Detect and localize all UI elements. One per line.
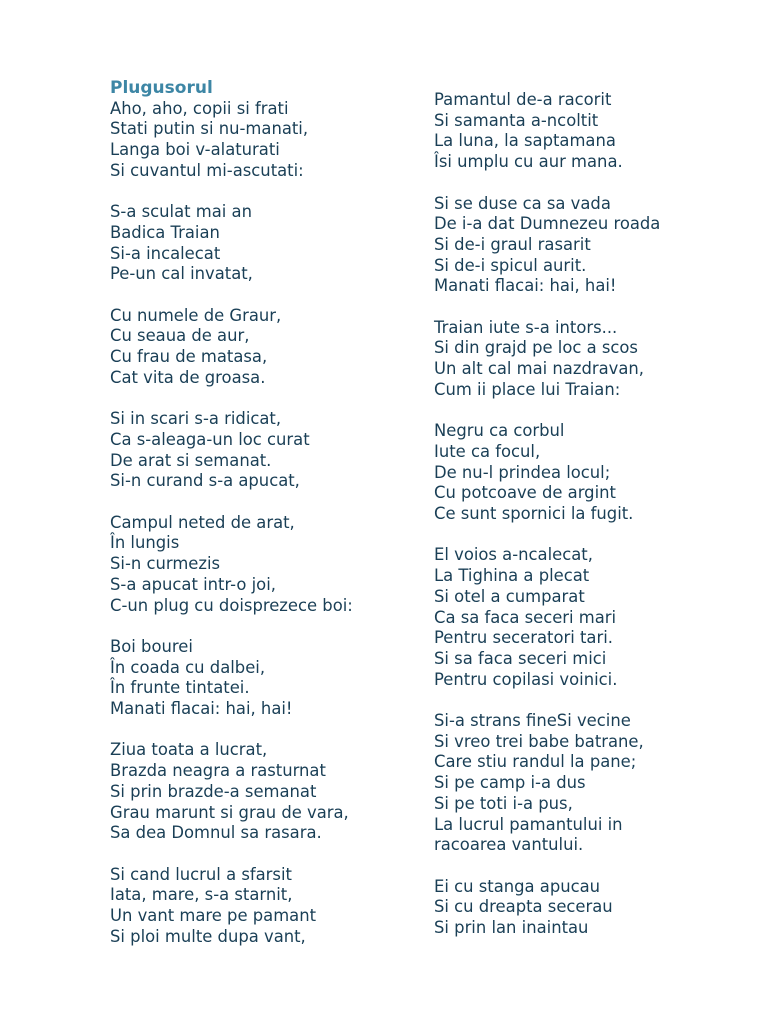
left-stanza [110,99,430,182]
poem-line: Cu numele de Graur, [110,305,282,325]
poem-line: La Tighina a plecat [434,566,590,586]
poem-line: Si-n curand s-a apucat, [110,471,300,491]
poem-line: Pamantul de-a racorit [434,90,612,109]
poem-line: Un vant mare pe pamant [110,906,317,926]
poem-line: C-un plug cu doisprezece boi: [110,595,353,615]
poem-line: S-a apucat intr-o joi, [110,574,276,594]
poem-line: Iata, mare, s-a starnit, [110,885,293,905]
poem-line: Pentru copilasi voinici. [434,669,618,689]
poem-line: De arat si semanat. [110,450,272,470]
poem-line: Si-a incalecat [110,243,221,263]
poem-line: Si cand lucrul a sfarsit [110,864,292,884]
poem-line: Si cu dreapta secerau [434,897,613,917]
poem-line: Îsi umplu cu aur mana. [434,152,623,172]
left-stanza [110,740,430,844]
poem-line: Sa dea Domnul sa rasara. [110,823,322,843]
poem-line: Langa boi v-alaturati [110,140,280,160]
poem-right-column [434,90,754,959]
poem-line: Care stiu randul la pane; [434,752,637,772]
poem-line: Si cuvantul mi-ascutati: [110,160,304,180]
poem-line: La lucrul pamantului in [434,814,623,834]
poem-line: Campul neted de arat, [110,512,295,532]
right-stanza [434,318,754,401]
poem-line: Ca s-aleaga-un loc curat [110,429,310,449]
poem-line: Si pe toti i-a pus, [434,793,573,813]
poem-line: Si de-i spicul aurit. [434,255,587,275]
poem-line: Si-a strans fineSi vecine [434,711,631,731]
left-stanza [110,306,430,389]
poem-left-column [110,78,430,968]
poem-line: Cu frau de matasa, [110,347,268,367]
poem-line: Si in scari s-a ridicat, [110,409,282,429]
poem-line: Badica Traian [110,222,220,242]
poem-line: Cu potcoave de argint [434,483,616,503]
poem-line: Manati flacai: hai, hai! [110,699,293,719]
poem-line: Si otel a cumparat [434,586,585,606]
poem-line: Si sa faca seceri mici [434,648,607,668]
left-stanza [110,637,430,720]
right-stanza [434,194,754,298]
right-stanza [434,421,754,525]
poem-line: Si vreo trei babe batrane, [434,731,644,751]
left-stanzas [110,99,430,948]
poem-line: Si-n curmezis [110,554,221,574]
right-stanzas [434,90,754,939]
poem-line: Boi bourei [110,636,193,656]
poem-line: Iute ca focul, [434,441,541,461]
poem-line: Aho, aho, copii si frati [110,98,289,118]
poem-line: De i-a dat Dumnezeu roada [434,214,661,234]
poem-line: S-a sculat mai an [110,202,252,222]
poem-line: Si prin brazde-a semanat [110,781,317,801]
poem-line: Cu seaua de aur, [110,326,250,346]
poem-line: Cat vita de groasa. [110,367,266,387]
left-stanza [110,865,430,948]
poem-line: Cum ii place lui Traian: [434,379,621,399]
poem-line: La luna, la saptamana [434,131,616,151]
poem-line: El voios a-ncalecat, [434,545,593,565]
poem-line: În coada cu dalbei, [110,657,266,677]
poem-line: Si din grajd pe loc a scos [434,338,638,358]
left-stanza [110,202,430,285]
poem-line: Ca sa faca seceri mari [434,607,617,627]
right-stanza [434,90,754,173]
poem-line: Ce sunt spornici la fugit. [434,504,634,524]
right-stanza [434,877,754,939]
poem-line: Pentru seceratori tari. [434,628,613,648]
poem-line: Stati putin si nu-manati, [110,119,309,139]
poem-line: Un alt cal mai nazdravan, [434,359,644,379]
poem-title: Plugusorul [110,78,213,98]
poem-line: Si prin lan inaintau [434,918,589,938]
poem-line: În lungis [110,533,180,553]
poem-line: Si ploi multe dupa vant, [110,926,306,946]
poem-line: De nu-l prindea locul; [434,462,611,482]
poem-line: Si samanta a-ncoltit [434,110,599,130]
poem-line: Pe-un cal invatat, [110,264,253,284]
poem-line: Si se duse ca sa vada [434,193,611,213]
poem-line: Ei cu stanga apucau [434,876,601,896]
poem-line: În frunte tintatei. [110,678,250,698]
poem-line: Si pe camp i-a dus [434,773,586,793]
poem-line: Brazda neagra a rasturnat [110,761,326,781]
poem-line: Manati flacai: hai, hai! [434,276,617,296]
poem-line: Negru ca corbul [434,421,565,441]
poem-line: Traian iute s-a intors... [434,317,618,337]
right-stanza [434,711,754,856]
poem-line: Si de-i graul rasarit [434,234,591,254]
left-stanza [110,513,430,617]
poem-line: Grau marunt si grau de vara, [110,802,349,822]
left-stanza [110,409,430,492]
poem-line: Ziua toata a lucrat, [110,740,268,760]
right-stanza [434,545,754,690]
poem-line: racoarea vantului. [434,835,584,855]
